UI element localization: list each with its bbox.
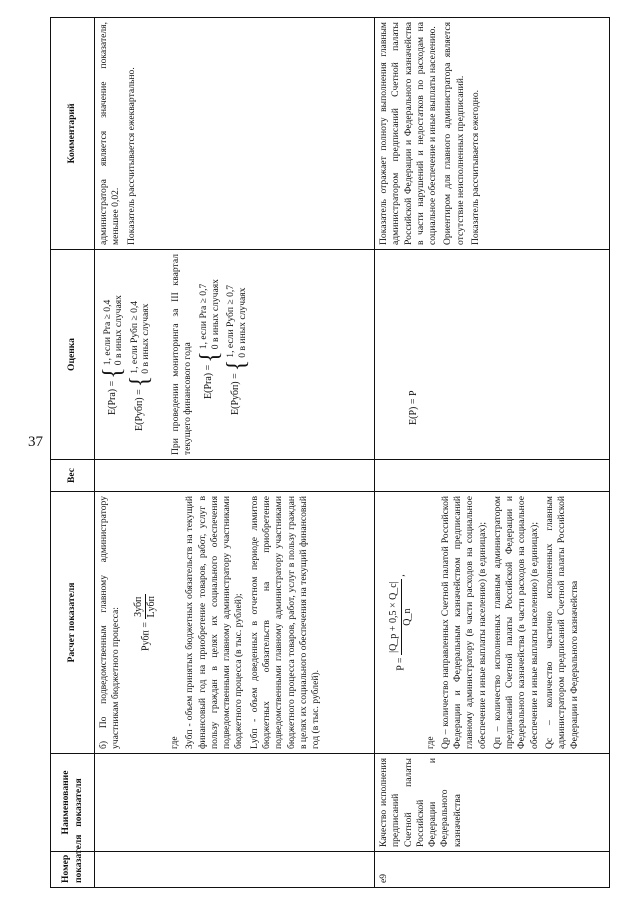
row2-weight bbox=[375, 460, 610, 492]
row1-eval-pra-q3 bbox=[195, 254, 224, 399]
row1-comment bbox=[95, 18, 375, 250]
row1-formula-fraction bbox=[133, 594, 160, 619]
row2-comment-b: Ориентиром для главного администратора является отсутствие неисполненных предписаний. bbox=[442, 22, 466, 245]
table-row bbox=[375, 18, 610, 888]
row1-eval-rubp-q3-case-b: 0 в иных случаях bbox=[236, 287, 248, 358]
row2-def-qn: Qп – количество исполненных главным администратором предписаний Счетной палаты Российской Федерации и Федерального казначейства (в части расходов на социальное обеспечение и иные выплаты населению) (в единицах); bbox=[491, 496, 540, 749]
header-weight: Вес bbox=[51, 460, 95, 492]
row1-eval-rubp-q3-cases bbox=[225, 285, 248, 358]
row1-eval-rubp-case-b: 0 в иных случаях bbox=[140, 303, 151, 374]
row1-eval-pra-case-b: 0 в иных случаях bbox=[113, 295, 124, 366]
row1-eval-pra-q3-case-b: 0 в иных случаях bbox=[209, 279, 221, 350]
brace-icon: { bbox=[125, 375, 155, 388]
row1-def-l: Lубп - объем доведенных в отчетном периоде лимитов бюджетных обязательств на приобретение подведомственными главному администратору участниками бюджетного процесса товаров, работ, услуг в пользу граждан в целях их социального обеспечения на текущий финансовый год (в тыс. рублей). bbox=[248, 496, 322, 749]
row1-eval-rubp-q3-case-a: 1, если Рубп ≥ 0,7 bbox=[225, 284, 237, 358]
row2-formula-fraction bbox=[388, 579, 415, 655]
table-row bbox=[95, 18, 375, 888]
row1-num bbox=[95, 852, 375, 888]
table-header-row bbox=[51, 18, 95, 888]
row2-formula-den: Q_n bbox=[401, 608, 413, 626]
row2-def-qc: Qс – количество частично исполненных главным администратором предписаний Счетной палаты Российской Федерации и Федерального казначейства bbox=[543, 496, 580, 749]
row1-eval-note: При проведении мониторинга за III квартал текущего финансового года bbox=[170, 254, 194, 455]
indicator-table bbox=[50, 17, 610, 888]
row2-calc bbox=[375, 492, 610, 754]
header-comment: Комментарий bbox=[51, 18, 95, 250]
row1-calc bbox=[95, 492, 375, 754]
row1-eval-pra-q3-lhs: E(Pra) = bbox=[203, 364, 215, 399]
row1-formula-lhs: Рубп = bbox=[140, 621, 152, 651]
row2-formula-lhs: P = bbox=[395, 657, 407, 671]
row1-formula bbox=[133, 496, 160, 749]
row1-eval-pra-case-a: 1, если Pra ≥ 0,4 bbox=[101, 299, 113, 366]
row2-def-qp: Qр – количество направленных Счетной палатой Российской Федерации и Федеральным казначейством предписаний главному администратору (в части расходов на социальное обеспечение и иные выплаты населению) (в единицах); bbox=[439, 496, 488, 749]
row1-eval-rubp-lhs: E(Рубп) = bbox=[133, 389, 145, 431]
header-name: Наименование показателя bbox=[51, 754, 95, 852]
row1-def-z: Зубп - объем принятых бюджетных обязательств на текущий финансовый год на приобретение товаров, работ, услуг в пользу граждан в целях их социального обеспечения подведомственными главному администратору участниками бюджетного процесса (в тыс. рублей); bbox=[184, 496, 245, 749]
brace-icon: { bbox=[222, 359, 251, 372]
row1-eval-pra bbox=[98, 254, 128, 415]
row1-eval-pra-q3-case-a: 1, если Pra ≥ 0,7 bbox=[198, 283, 210, 350]
rotated-page bbox=[50, 18, 610, 888]
row2-formula-num: |Q_p + 0,5 × Q_c| bbox=[388, 579, 402, 655]
brace-icon: { bbox=[98, 367, 128, 379]
row1-eval-rubp-case-a: 1, если Рубп ≥ 0,4 bbox=[128, 300, 140, 374]
brace-icon: { bbox=[195, 351, 224, 363]
row2-formula bbox=[388, 496, 415, 749]
row1-eval-rubp-q3-lhs: E(Рубп) = bbox=[230, 373, 242, 415]
page-number: 37 bbox=[28, 434, 43, 450]
row2-comment bbox=[375, 18, 610, 250]
row1-eval-rubp-q3 bbox=[222, 254, 251, 415]
row1-name bbox=[95, 754, 375, 852]
row1-eval-pra-lhs: E(Pra) = bbox=[106, 380, 118, 415]
row2-name: Качество исполнения предписаний Счетной палаты Российской Федерации и Федерального казначейства bbox=[375, 754, 610, 852]
row2-eval-formula: E(P) = P bbox=[408, 390, 419, 425]
indicator-table-sheet bbox=[50, 18, 610, 888]
row1-comment-a: администратора является значение показателя, меньшее 0,02. bbox=[98, 22, 122, 245]
row2-eval bbox=[375, 250, 610, 460]
row1-where: где bbox=[169, 736, 181, 749]
row1-formula-num: Зубп bbox=[133, 594, 147, 619]
header-eval: Оценка bbox=[51, 250, 95, 460]
row1-comment-b: Показатель рассчитывается ежеквартально. bbox=[125, 67, 137, 245]
row1-calc-intro: б) По подведомственным главному администратору участникам бюджетного процесса: bbox=[98, 496, 122, 749]
row2-comment-a: Показатель отражает полноту выполнения главным администратором предписаний Счетной палаты Российской Федерации и Федерального казначейства в части нарушений и недостатков по расходам на социальное обеспечение и иные выплаты населению. bbox=[378, 22, 439, 245]
row1-weight bbox=[95, 460, 375, 492]
row1-eval-rubp-cases bbox=[129, 301, 152, 374]
row2-formula-tail: , bbox=[395, 574, 407, 577]
row1-eval-rubp bbox=[125, 254, 155, 431]
header-calc: Расчет показателя bbox=[51, 492, 95, 754]
row1-formula-den: Lубп bbox=[146, 596, 158, 618]
row1-eval bbox=[95, 250, 375, 460]
row2-where: где bbox=[424, 736, 436, 749]
row1-eval-pra-q3-cases bbox=[198, 279, 221, 349]
row1-eval-pra-cases bbox=[102, 295, 125, 365]
row2-num: е9 bbox=[375, 852, 610, 888]
row2-comment-c: Показатель рассчитывается ежегодно. bbox=[469, 89, 481, 245]
header-num: Номер показателя bbox=[51, 852, 95, 888]
